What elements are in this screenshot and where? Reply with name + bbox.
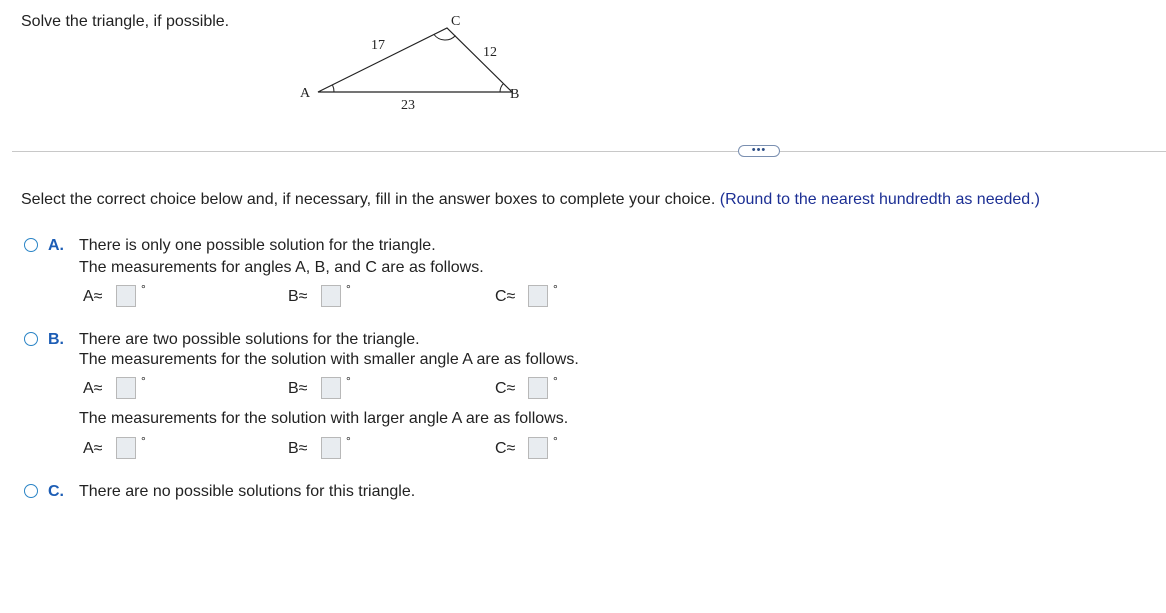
- choice-a-text: There is only one possible solution for the triangle.: [79, 237, 436, 254]
- choice-b-letter[interactable]: B.: [48, 331, 64, 348]
- vertex-b-label: B: [510, 87, 520, 102]
- degree-symbol: °: [553, 434, 558, 448]
- choice-b1-angle-a-label: A≈: [83, 380, 103, 397]
- choice-b2-angle-a-input[interactable]: [116, 437, 136, 459]
- degree-symbol: °: [346, 374, 351, 388]
- choice-a-angle-c-input[interactable]: [528, 285, 548, 307]
- instruction-main: Select the correct choice below and, if necessary, fill in the answer boxes to complete your choice.: [21, 191, 716, 208]
- choice-b-radio[interactable]: [24, 332, 38, 346]
- vertex-a-label: A: [300, 86, 311, 101]
- choice-c-radio[interactable]: [24, 484, 38, 498]
- triangle-diagram: [290, 8, 530, 120]
- choice-b1-angle-b-input[interactable]: [321, 377, 341, 399]
- choice-b2-angle-b-input[interactable]: [321, 437, 341, 459]
- choice-b1-angle-a-input[interactable]: [116, 377, 136, 399]
- side-ab-label: 23: [401, 98, 415, 113]
- choice-a-angle-a-label: A≈: [83, 288, 103, 305]
- section-divider: [12, 151, 1166, 152]
- choice-a-angle-c-label: C≈: [495, 288, 516, 305]
- choice-a-angle-b-label: B≈: [288, 288, 308, 305]
- choice-b-text: There are two possible solutions for the triangle.: [79, 331, 420, 348]
- vertex-c-label: C: [451, 14, 461, 29]
- degree-symbol: °: [141, 374, 146, 388]
- degree-symbol: °: [553, 374, 558, 388]
- question-prompt: Solve the triangle, if possible.: [21, 13, 230, 30]
- choice-b1-angle-c-label: C≈: [495, 380, 516, 397]
- angle-b-arc: [500, 84, 504, 93]
- choice-b-subtext-larger: The measurements for the solution with larger angle A are as follows.: [79, 410, 569, 427]
- angle-c-arc: [434, 35, 456, 41]
- choice-b1-angle-b-label: B≈: [288, 380, 308, 397]
- degree-symbol: °: [141, 434, 146, 448]
- choice-b2-angle-a-label: A≈: [83, 440, 103, 457]
- choice-b2-angle-c-input[interactable]: [528, 437, 548, 459]
- more-options-button[interactable]: •••: [738, 145, 780, 157]
- choice-b2-angle-b-label: B≈: [288, 440, 308, 457]
- instruction-text: [21, 190, 1040, 210]
- degree-symbol: °: [346, 282, 351, 296]
- choice-b-subtext-smaller: The measurements for the solution with smaller angle A are as follows.: [79, 351, 579, 368]
- choice-a-subtext: The measurements for angles A, B, and C are as follows.: [79, 259, 484, 276]
- degree-symbol: °: [346, 434, 351, 448]
- degree-symbol: °: [141, 282, 146, 296]
- choice-b1-angle-c-input[interactable]: [528, 377, 548, 399]
- choice-b2-angle-c-label: C≈: [495, 440, 516, 457]
- degree-symbol: °: [553, 282, 558, 296]
- triangle-shape: [318, 28, 512, 92]
- side-cb-label: 12: [483, 45, 497, 60]
- side-ac-label: 17: [371, 38, 385, 53]
- choice-c-text: There are no possible solutions for this triangle.: [79, 483, 416, 500]
- choice-a-angle-a-input[interactable]: [116, 285, 136, 307]
- choice-c-letter[interactable]: C.: [48, 483, 64, 500]
- rounding-note: (Round to the nearest hundredth as needed.): [719, 191, 1040, 208]
- angle-a-arc: [333, 85, 335, 92]
- choice-a-letter[interactable]: A.: [48, 237, 64, 254]
- choice-a-angle-b-input[interactable]: [321, 285, 341, 307]
- choice-a-radio[interactable]: [24, 238, 38, 252]
